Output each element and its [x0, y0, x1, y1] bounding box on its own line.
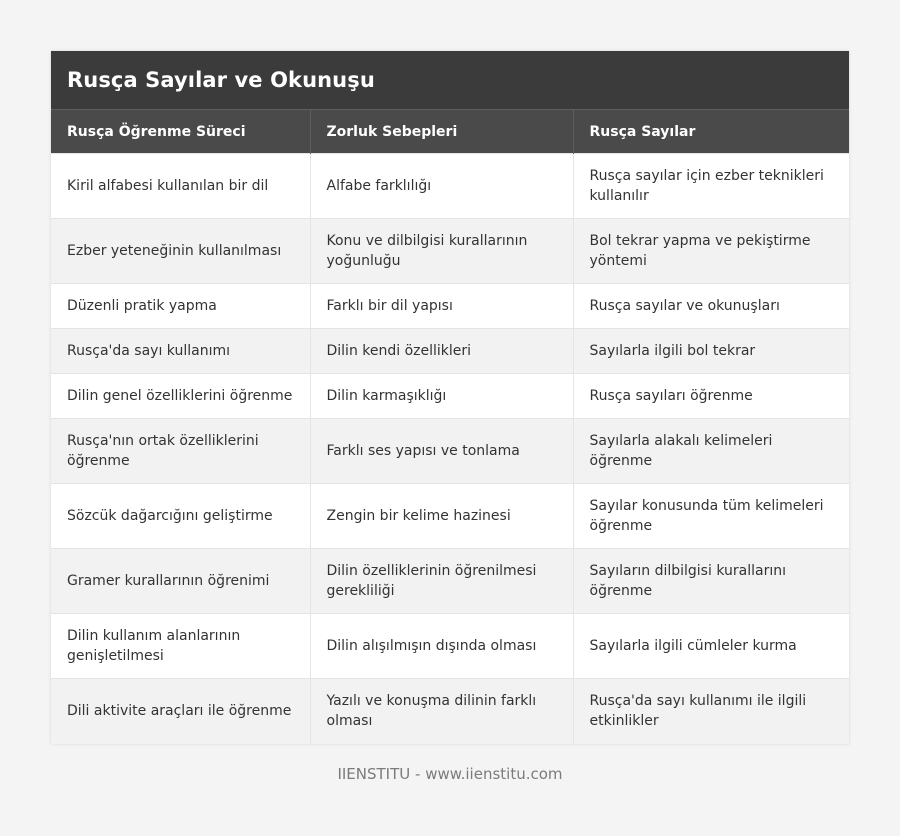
table-cell: Sayılarla ilgili bol tekrar — [573, 329, 849, 374]
table-cell: Sayılarla ilgili cümleler kurma — [573, 614, 849, 679]
data-table — [51, 109, 849, 744]
header-row — [51, 110, 849, 154]
table-cell: Dilin özelliklerinin öğrenilmesi gerekliliği — [310, 549, 573, 614]
table-row — [51, 614, 849, 679]
table-row — [51, 419, 849, 484]
table-cell: Dilin kendi özellikleri — [310, 329, 573, 374]
table-cell: Düzenli pratik yapma — [51, 284, 310, 329]
table-cell: Alfabe farklılığı — [310, 154, 573, 219]
table-title: Rusça Sayılar ve Okunuşu — [51, 51, 849, 109]
table-cell: Bol tekrar yapma ve pekiştirme yöntemi — [573, 219, 849, 284]
table-card — [51, 51, 849, 744]
table-cell: Sayılarla alakalı kelimeleri öğrenme — [573, 419, 849, 484]
table-cell: Gramer kurallarının öğrenimi — [51, 549, 310, 614]
table-cell: Zengin bir kelime hazinesi — [310, 484, 573, 549]
column-header: Rusça Öğrenme Süreci — [51, 110, 310, 154]
column-header: Rusça Sayılar — [573, 110, 849, 154]
table-row — [51, 329, 849, 374]
table-cell: Rusça sayıları öğrenme — [573, 374, 849, 419]
table-cell: Farklı ses yapısı ve tonlama — [310, 419, 573, 484]
table-cell: Rusça sayılar için ezber teknikleri kullanılır — [573, 154, 849, 219]
table-cell: Sayılar konusunda tüm kelimeleri öğrenme — [573, 484, 849, 549]
table-cell: Dilin genel özelliklerini öğrenme — [51, 374, 310, 419]
table-cell: Sayıların dilbilgisi kurallarını öğrenme — [573, 549, 849, 614]
table-cell: Dili aktivite araçları ile öğrenme — [51, 679, 310, 744]
table-cell: Kiril alfabesi kullanılan bir dil — [51, 154, 310, 219]
footer-credit: IIENSTITU - www.iienstitu.com — [337, 765, 563, 783]
table-row — [51, 154, 849, 219]
table-cell: Yazılı ve konuşma dilinin farklı olması — [310, 679, 573, 744]
table-cell: Farklı bir dil yapısı — [310, 284, 573, 329]
table-row — [51, 374, 849, 419]
table-row — [51, 484, 849, 549]
table-cell: Dilin karmaşıklığı — [310, 374, 573, 419]
table-cell: Sözcük dağarcığını geliştirme — [51, 484, 310, 549]
table-cell: Rusça sayılar ve okunuşları — [573, 284, 849, 329]
table-row — [51, 679, 849, 744]
table-cell: Dilin alışılmışın dışında olması — [310, 614, 573, 679]
table-row — [51, 284, 849, 329]
table-cell: Rusça'da sayı kullanımı ile ilgili etkinlikler — [573, 679, 849, 744]
table-row — [51, 549, 849, 614]
column-header: Zorluk Sebepleri — [310, 110, 573, 154]
table-cell: Rusça'nın ortak özelliklerini öğrenme — [51, 419, 310, 484]
table-cell: Ezber yeteneğinin kullanılması — [51, 219, 310, 284]
table-cell: Konu ve dilbilgisi kurallarının yoğunluğu — [310, 219, 573, 284]
table-cell: Dilin kullanım alanlarının genişletilmesi — [51, 614, 310, 679]
table-row — [51, 219, 849, 284]
table-cell: Rusça'da sayı kullanımı — [51, 329, 310, 374]
